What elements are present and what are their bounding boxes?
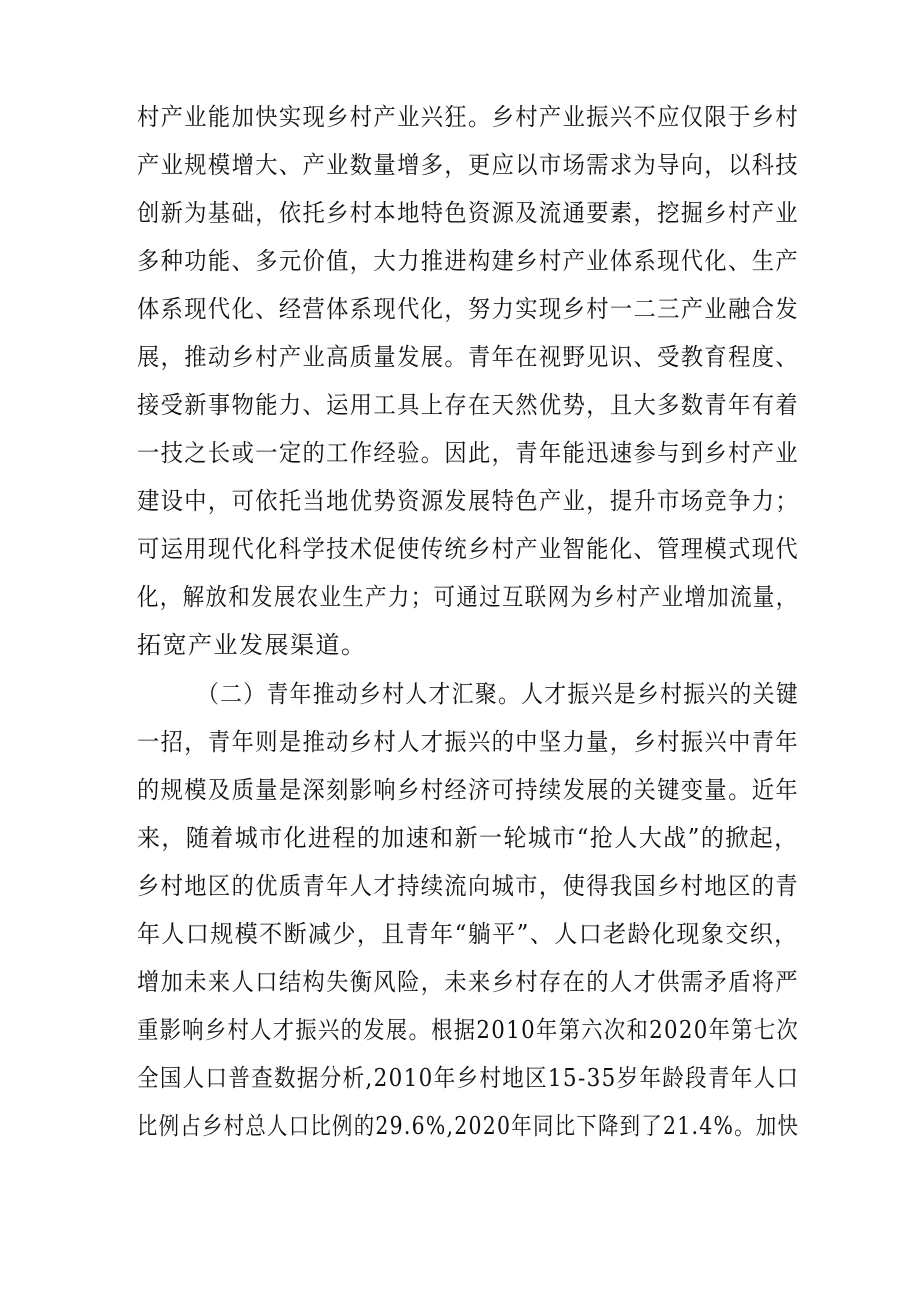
text-line: 来，随着城市化进程的加速和新一轮城市“抢人大战”的掀起， (137, 824, 799, 852)
section-heading-line: （二）青年推动乡村人才汇聚。人才振兴是乡村振兴的关键 (197, 680, 799, 708)
text-line: 展，推动乡村产业高质量发展。青年在视野见识、受教育程度、 (137, 343, 799, 371)
text-line: 产业规模增大、产业数量增多，更应以市场需求为导向，以科技 (137, 151, 799, 179)
text-line: 全国人口普查数据分析,2010年乡村地区15-35岁年龄段青年人口 (137, 1064, 800, 1092)
text-line: 比例占乡村总人口比例的29.6%,2020年同比下降到了21.4%。加快 (137, 1112, 800, 1140)
text-line: 建设中，可依托当地优势资源发展特色产业，提升市场竞争力； (137, 487, 799, 515)
text-line: 乡村地区的优质青年人才持续流向城市，使得我国乡村地区的青 (137, 872, 799, 900)
text-line: 化，解放和发展农业生产力；可通过互联网为乡村产业增加流量， (137, 583, 799, 611)
text-line: 的规模及质量是深刻影响乡村经济可持续发展的关键变量。近年 (137, 776, 799, 804)
text-line: 一技之长或一定的工作经验。因此，青年能迅速参与到乡村产业 (137, 439, 799, 467)
text-line: 年人口规模不断减少，且青年“躺平”、人口老龄化现象交织， (137, 920, 799, 948)
text-line: 增加未来人口结构失衡风险，未来乡村存在的人才供需矛盾将严 (137, 968, 799, 996)
text-line: 创新为基础，依托乡村本地特色资源及流通要素，挖掘乡村产业 (137, 199, 799, 227)
text-line: 拓宽产业发展渠道。 (137, 631, 367, 659)
text-line: 重影响乡村人才振兴的发展。根据2010年第六次和2020年第七次 (137, 1016, 800, 1044)
text-line: 一招，青年则是推动乡村人才振兴的中坚力量，乡村振兴中青年 (137, 728, 799, 756)
text-line: 多种功能、多元价值，大力推进构建乡村产业体系现代化、生产 (137, 247, 799, 275)
text-line: 村产业能加快实现乡村产业兴狂。乡村产业振兴不应仅限于乡村 (137, 103, 799, 131)
text-line: 可运用现代化科学技术促使传统乡村产业智能化、管理模式现代 (137, 535, 799, 563)
text-line: 体系现代化、经营体系现代化，努力实现乡村一二三产业融合发 (137, 295, 799, 323)
text-line: 接受新事物能力、运用工具上存在天然优势，且大多数青年有着 (137, 391, 799, 419)
